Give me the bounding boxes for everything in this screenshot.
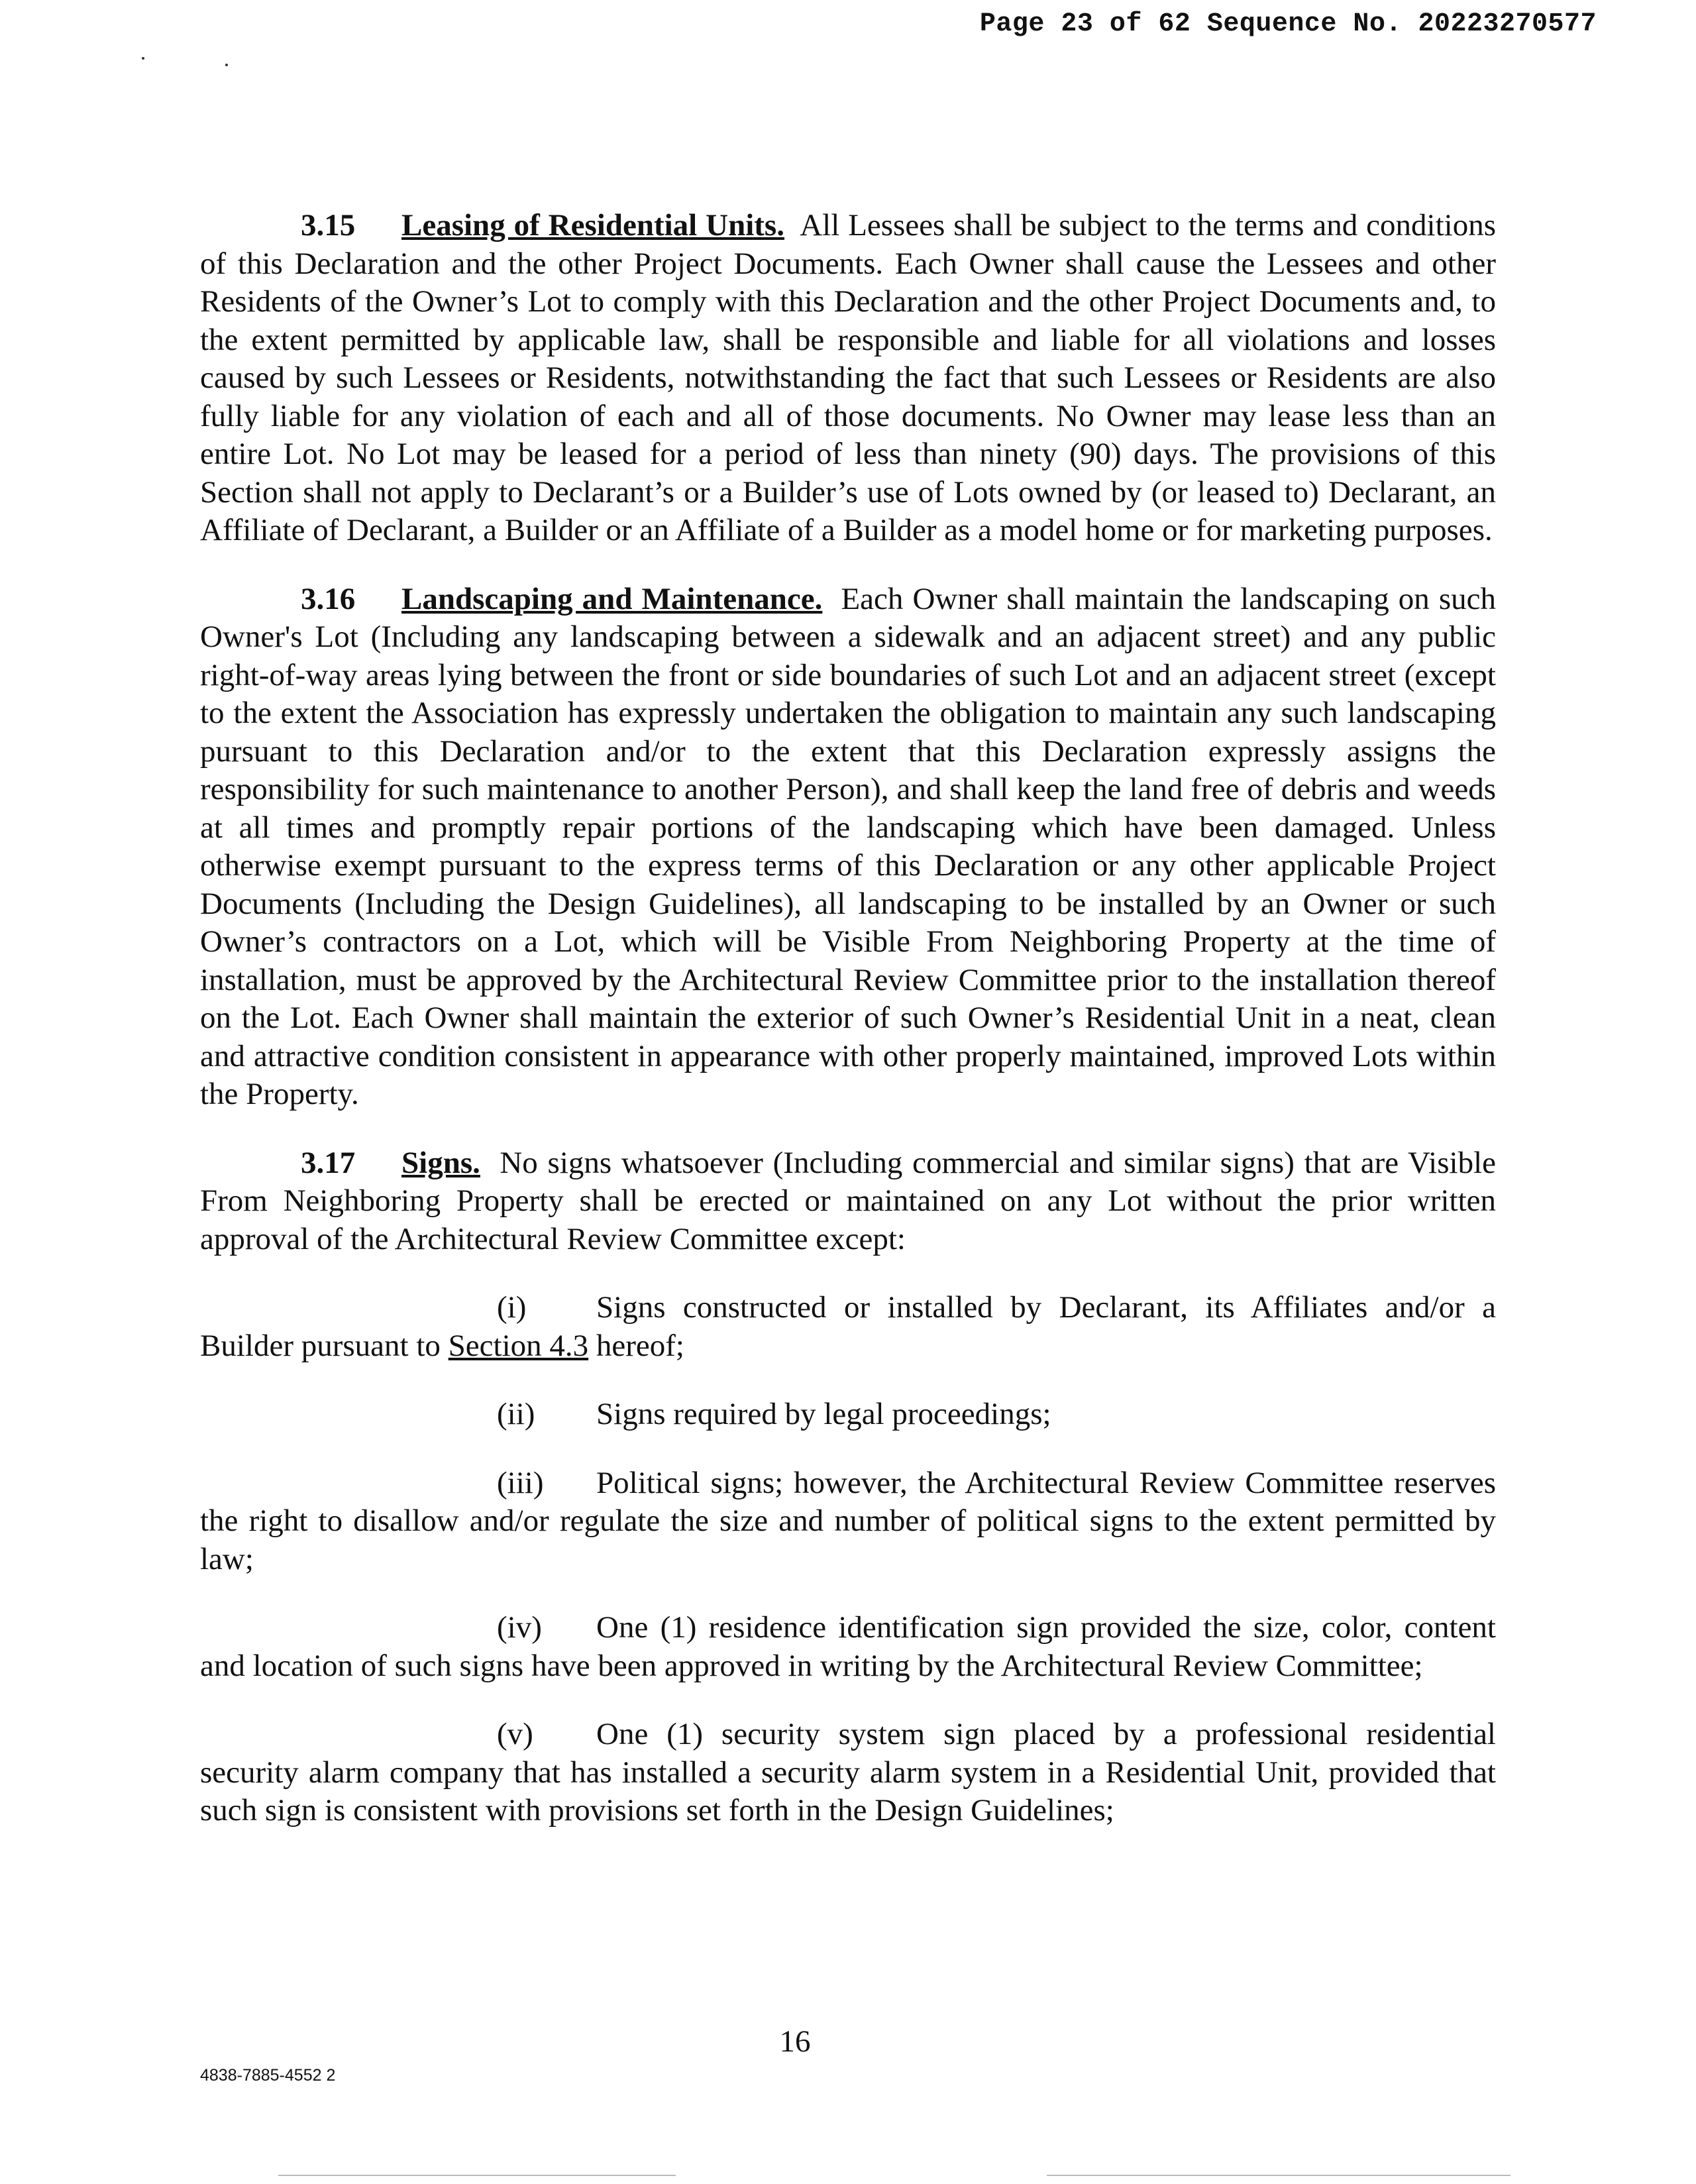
list-item: [200, 1464, 1496, 1579]
item-numeral: (v): [497, 1717, 533, 1751]
section-number: 3.17: [301, 1145, 356, 1180]
section-number: 3.15: [301, 208, 356, 243]
scan-artifact-line: [278, 2175, 676, 2176]
list-item: [200, 1716, 1496, 1830]
section-body: All Lessees shall be subject to the terms and conditions of this Declaration and the other Project Documents. Each Owner shall cause the Lessees and other Residents of the Owner’s Lot to comply with this Declaration and the other Project Documents and, to the extent permitted by applicable law, shall be responsible and liable for all violations and losses caused by such Lessees or Residents, notwithstanding the fact that such Lessees or Residents are also fully liable for any violation of each and all of those documents. No Owner may lease less than an entire Lot. No Lot may be leased for a period of less than ninety (90) days. The provisions of this Section shall not apply to Declarant’s or a Builder’s use of Lots owned by (or leased to) Declarant, an Affiliate of Declarant, a Builder or an Affiliate of a Builder as a model home or for marketing purposes.: [200, 208, 1496, 547]
item-numeral: (iii): [497, 1465, 544, 1500]
section-3-15: [200, 207, 1496, 550]
section-title: Signs.: [401, 1145, 480, 1180]
list-item: [200, 1609, 1496, 1685]
page-header: Page 23 of 62 Sequence No. 20223270577: [979, 9, 1597, 39]
item-numeral: (ii): [497, 1397, 535, 1431]
section-number: 3.16: [301, 581, 356, 616]
section-title: Landscaping and Maintenance.: [401, 581, 823, 616]
scan-artifact-line: [1047, 2175, 1510, 2176]
item-text: One (1) security system sign placed by a professional residential security alarm company that has installed a security alarm system in a Residential Unit, provided that such sign is consistent with provisions set forth in the Design Guidelines;: [200, 1717, 1496, 1828]
document-id: 4838-7885-4552 2: [200, 2066, 336, 2085]
section-body: Each Owner shall maintain the landscaping on such Owner's Lot (Including any landscaping between a sidewalk and an adjacent street) and any public right-of-way areas lying between the front or side boundaries of such Lot and an adjacent street (except to the extent the Association has expressly undertaken the obligation to maintain any such landscaping pursuant to this Declaration and/or to the extent that this Declaration expressly assigns the responsibility for such maintenance to another Person), and shall keep the land free of debris and weeds at all times and promptly repair portions of the landscaping which have been damaged. Unless otherwise exempt pursuant to the express terms of this Declaration or any other applicable Project Documents (Including the Design Guidelines), all landscaping to be installed by an Owner or such Owner’s contractors on a Lot, which will be Visible From Neighboring Property at the time of installation, must be approved by the Architectural Review Committee prior to the installation thereof on the Lot. Each Owner shall maintain the exterior of such Owner’s Residential Unit in a neat, clean and attractive condition consistent in appearance with other properly maintained, improved Lots within the Property.: [200, 581, 1497, 1111]
list-item: [200, 1395, 1496, 1434]
document-body: [200, 207, 1496, 1861]
list-item: [200, 1289, 1496, 1365]
scan-speck: [142, 57, 144, 60]
item-text: Signs required by legal proceedings;: [596, 1397, 1051, 1431]
item-text: One (1) residence identification sign provided the size, color, content and location of such signs have been approved in writing by the Architectural Review Committee;: [200, 1610, 1496, 1683]
section-3-16: [200, 580, 1496, 1114]
item-numeral: (iv): [497, 1610, 542, 1645]
item-text: hereof;: [588, 1328, 684, 1363]
section-3-17: [200, 1144, 1496, 1259]
section-body: No signs whatsoever (Including commercial and similar signs) that are Visible From Neighboring Property shall be erected or maintained on any Lot without the prior written approval of the Architectural Review Committee except:: [200, 1145, 1496, 1256]
item-text: Signs constructed or installed by Declarant, its Affiliates and/or a Builder pursuant to: [200, 1290, 1496, 1363]
scan-speck: [225, 64, 228, 66]
section-reference-link[interactable]: Section 4.3: [448, 1328, 589, 1363]
item-numeral: (i): [497, 1290, 527, 1325]
item-text: Political signs; however, the Architectural Review Committee reserves the right to disallow and/or regulate the size and number of political signs to the extent permitted by law;: [200, 1465, 1496, 1576]
section-title: Leasing of Residential Units.: [401, 208, 784, 243]
page-number: 16: [779, 2024, 811, 2059]
